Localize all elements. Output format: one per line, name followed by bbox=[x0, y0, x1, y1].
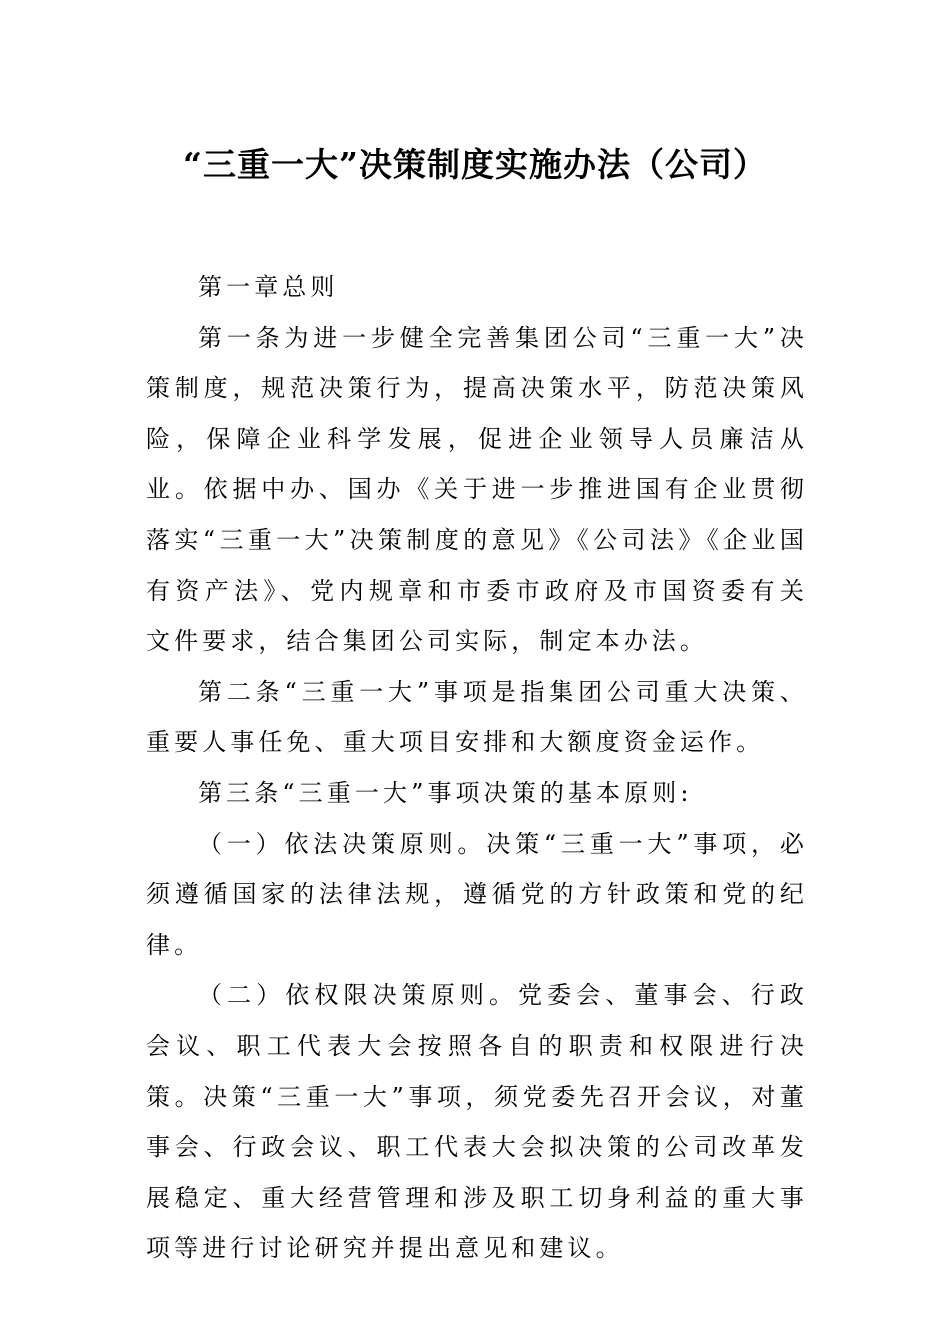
chapter-heading: 第一章总则 bbox=[198, 273, 339, 301]
article-3-paragraph: 第三条“三重一大”事项决策的基本原则: bbox=[198, 778, 693, 807]
article-2-paragraph: 第二条“三重一大”事项是指集团公司重大决策、重要人事任免、重大项目安排和大额度资金运作。 bbox=[146, 677, 808, 757]
document-title: “三重一大”决策制度实施办法（公司） bbox=[183, 145, 767, 184]
principle-1-paragraph: （一）依法决策原则。决策“三重一大”事项，必须遵循国家的法律法规，遵循党的方针政策和党的纪律。 bbox=[146, 829, 808, 959]
principle-2-paragraph: （二）依权限决策原则。党委会、董事会、行政会议、职工代表大会按照各自的职责和权限进行决策。决策“三重一大”事项，须党委先召开会议，对董事会、行政会议、职工代表大会拟决策的公司改革发展稳定、重大经营管理和涉及职工切身利益的重大事项等进行讨论研究并提出意见和建议。 bbox=[146, 981, 808, 1263]
article-1-paragraph: 第一条为进一步健全完善集团公司“三重一大”决策制度，规范决策行为，提高决策水平，防范决策风险，保障企业科学发展，促进企业领导人员廉洁从业。依据中办、国办《关于进一步推进国有企业贯彻落实“三重一大”决策制度的意见》《公司法》《企业国有资产法》、党内规章和市委市政府及市国资委有关文件要求，结合集团公司实际，制定本办法。 bbox=[146, 323, 808, 656]
document-body bbox=[146, 262, 808, 1274]
